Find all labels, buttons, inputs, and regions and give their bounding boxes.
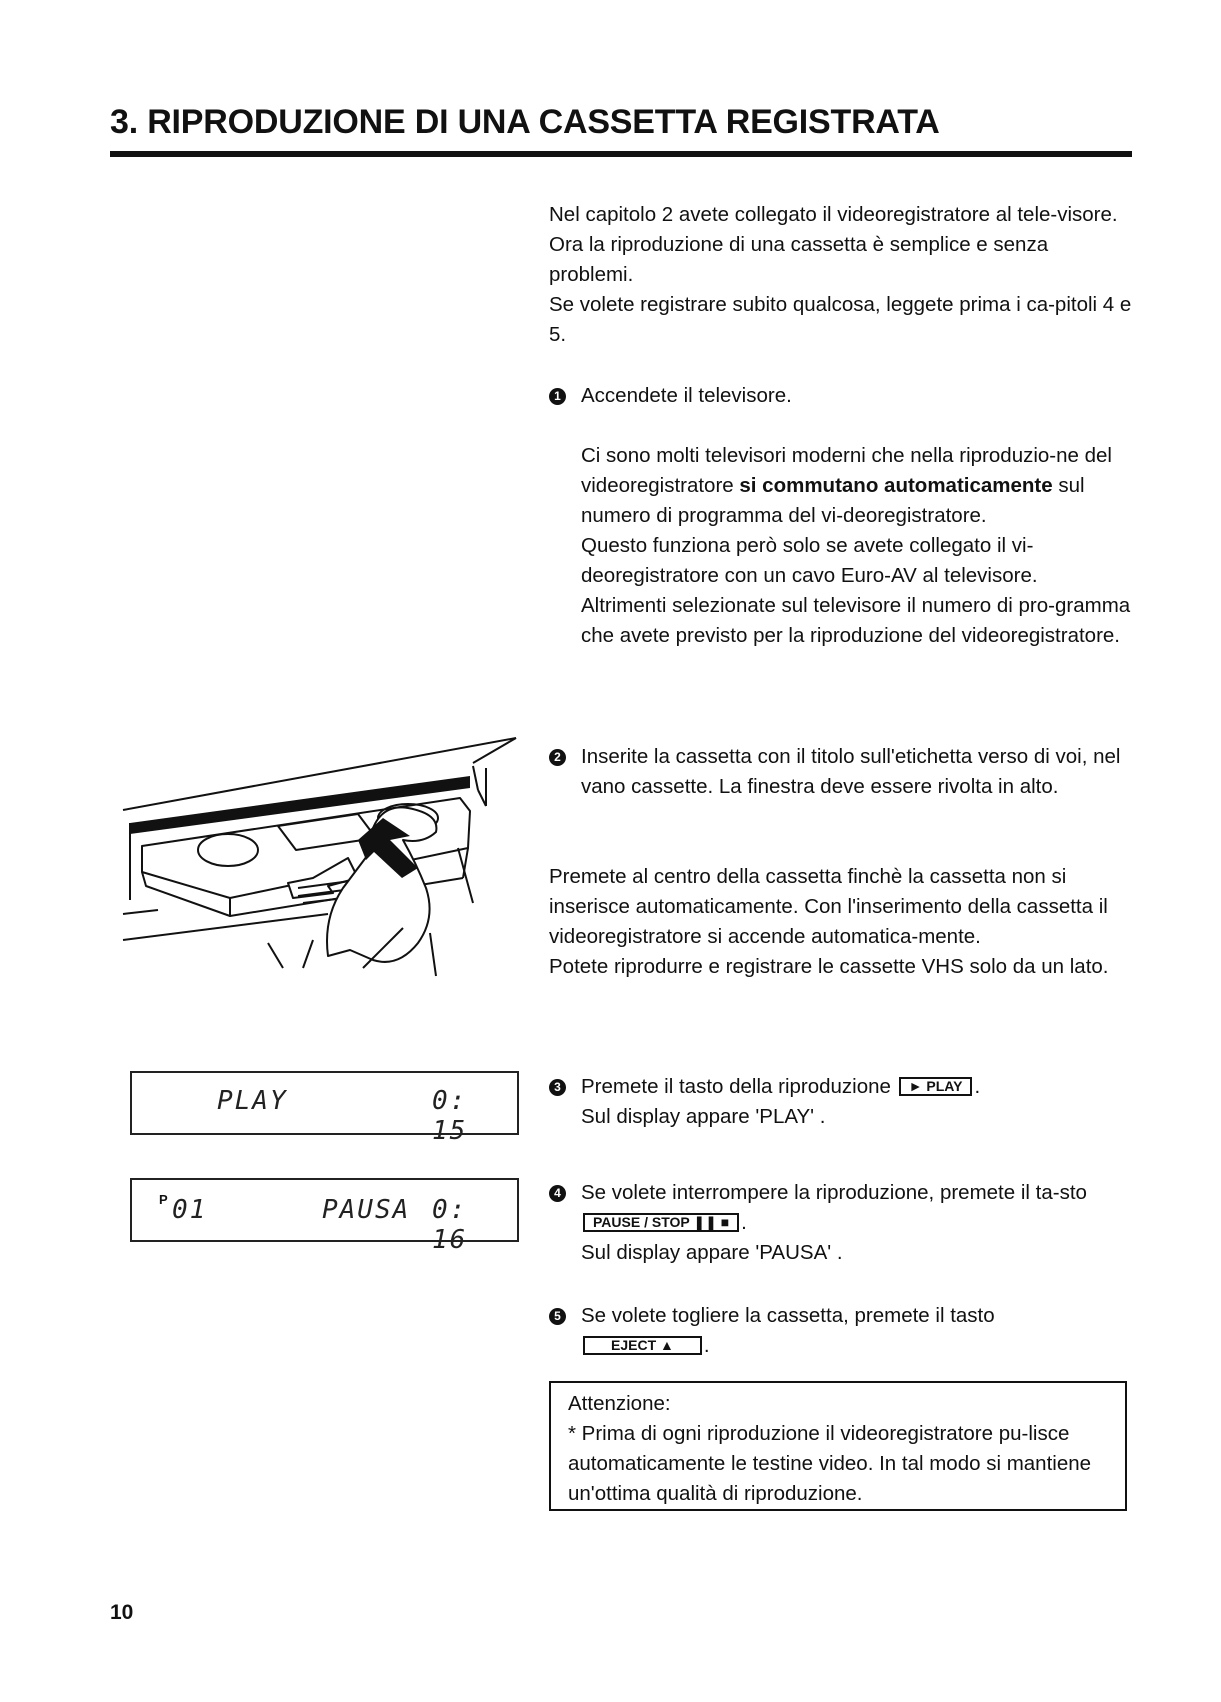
- step-5: [549, 1301, 1134, 1361]
- step-1-text: Accendete il televisore.: [581, 384, 792, 407]
- pause-stop-key: PAUSE / STOP ❚❚ ■: [583, 1213, 739, 1232]
- display-time: 0: 16: [432, 1195, 468, 1255]
- step-2-number: 2: [549, 749, 566, 766]
- step-3-display-text: Sul display appare 'PLAY' .: [581, 1105, 826, 1128]
- intro-paragraph-1: Nel capitolo 2 avete collegato il videoregistratore al tele-visore. Ora la riproduzione di una cassetta è semplice e senza problemi.: [549, 203, 1118, 286]
- display-program-prefix: P: [159, 1192, 168, 1207]
- title-rule: [110, 151, 1132, 157]
- step-1-detail-paragraph: [581, 441, 1134, 531]
- step-2-detail-a: Premete al centro della cassetta finchè la cassetta non si inserisce automaticamente. Con l'inserimento della cassetta il videoregistratore si accende automatica-mente.: [549, 865, 1108, 948]
- display-time: 0: 15: [432, 1086, 468, 1146]
- step-2: [549, 742, 1134, 802]
- step-5-text: Se volete togliere la cassetta, premete il tasto: [581, 1304, 995, 1327]
- vcr-bottom-edge: [123, 914, 328, 940]
- intro-paragraph-2: Se volete registrare subito qualcosa, leggete prima i ca-pitoli 4 e 5.: [549, 293, 1132, 346]
- note-text: * Prima di ogni riproduzione il videoregistratore pu-lisce automaticamente le testine video. In tal modo si mantiene un'ottima qualità di riproduzione.: [568, 1422, 1092, 1505]
- step-2-detail-b: Potete riprodurre e registrare le cassette VHS solo da un lato.: [549, 955, 1109, 978]
- step-4-display-text: Sul display appare 'PAUSA' .: [581, 1241, 843, 1264]
- step-1-number: 1: [549, 388, 566, 405]
- page-number: 10: [110, 1601, 134, 1624]
- step-1: [549, 381, 1134, 411]
- step-5-key-line: EJECT ▲ .: [581, 1331, 1134, 1361]
- play-key: ► PLAY: [899, 1077, 973, 1096]
- step-1-detail-a: Ci sono molti televisori moderni che nella riproduzio-ne del videoregistratore: [581, 444, 1112, 497]
- eject-key: EJECT ▲: [583, 1336, 702, 1355]
- intro-text: [549, 200, 1134, 350]
- step-4-number: 4: [549, 1185, 566, 1202]
- lcd-display-pause: [130, 1178, 519, 1255]
- note-heading: Attenzione:: [568, 1392, 671, 1415]
- step-1-detail: [581, 441, 1134, 651]
- step-4-text: Se volete interrompere la riproduzione, premete il ta-sto PAUSE / STOP ❚❚ ■ .: [581, 1181, 1087, 1234]
- step-3-number: 3: [549, 1079, 566, 1096]
- step-5-number: 5: [549, 1308, 566, 1325]
- step-2-detail: [549, 862, 1134, 982]
- cassette-insertion-illustration: [118, 728, 528, 978]
- step-1-detail-c: Questo funziona però solo se avete collegato il vi-deoregistratore con un cavo Euro-AV al televisore.: [581, 534, 1038, 587]
- step-3: [549, 1072, 1134, 1132]
- step-3-text: Premete il tasto della riproduzione ► PLAY .: [581, 1075, 981, 1098]
- step-3-instruction: Premete il tasto della riproduzione: [581, 1075, 891, 1098]
- page-title: 3. RIPRODUZIONE DI UNA CASSETTA REGISTRATA: [110, 103, 940, 141]
- step-1-detail-d: Altrimenti selezionate sul televisore il numero di pro-gramma che avete previsto per la riproduzione del videoregistratore.: [581, 594, 1131, 647]
- step-1-detail-bold: si commutano automaticamente: [739, 474, 1053, 497]
- display-mode: PAUSA: [322, 1195, 411, 1225]
- step-4: [549, 1178, 1134, 1268]
- step-4-instruction: Se volete interrompere la riproduzione, premete il ta-sto: [581, 1181, 1087, 1204]
- display-mode: PLAY: [217, 1086, 288, 1116]
- display-channel: 01: [172, 1195, 208, 1225]
- step-1-detail-b: sul numero di programma del vi-deoregistratore.: [581, 474, 1085, 527]
- step-2-text: Inserite la cassetta con il titolo sull'etichetta verso di voi, nel vano cassette. La finestra deve essere rivolta in alto.: [581, 745, 1121, 798]
- lcd-display-play: [130, 1071, 519, 1146]
- attention-note: [549, 1381, 1127, 1511]
